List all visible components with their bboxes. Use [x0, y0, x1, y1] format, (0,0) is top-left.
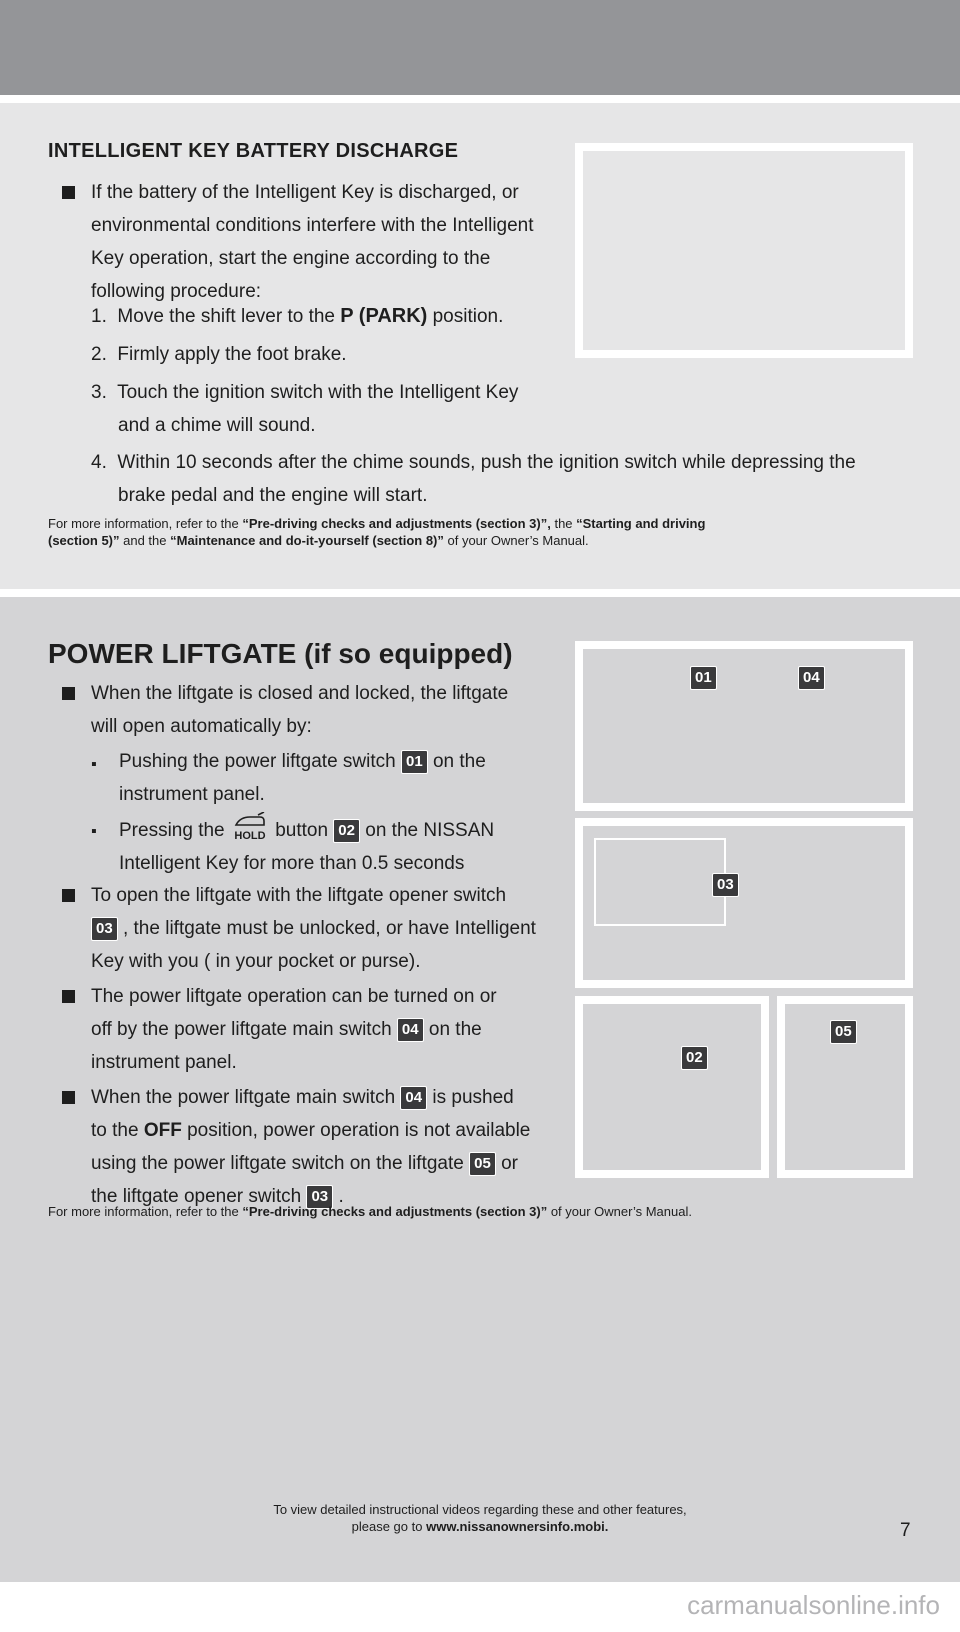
off-label: OFF: [143, 1120, 182, 1141]
step-number: 4.: [91, 452, 107, 473]
bullet-text: position, power operation is not available: [181, 1120, 531, 1141]
bullet-square: [62, 889, 75, 902]
footer-url-link[interactable]: www.nissanownersinfo.mobi.: [426, 1519, 609, 1534]
step-number: 1.: [91, 306, 107, 327]
step-text: Touch the ignition switch with the Intelligent Key: [117, 382, 519, 403]
callout-05: [830, 1020, 857, 1044]
bullet-text: off by the power liftgate main switch: [91, 1019, 392, 1040]
step-text: Firmly apply the foot brake.: [117, 344, 347, 365]
bullet-square: [62, 186, 75, 199]
step-text: position.: [427, 306, 504, 327]
badge-01: 01: [690, 666, 717, 690]
inset-photo-frame: [594, 838, 726, 926]
bullet-text: .: [338, 1186, 344, 1207]
bullet-text: on the NISSAN: [365, 820, 495, 841]
badge-04: 04: [397, 1018, 424, 1042]
callout-02: [681, 1046, 708, 1070]
manual-reference: “Pre-driving checks and adjustments (section 3)”,: [242, 516, 551, 531]
bullet-text: or: [501, 1153, 518, 1174]
liftgate-bullet-4: [91, 1081, 571, 1213]
hold-label: HOLD: [234, 830, 266, 842]
badge-05: 05: [469, 1152, 496, 1176]
photo-placeholder-key: [575, 143, 913, 358]
intro-line: Key operation, start the engine according to the: [91, 248, 491, 269]
bullet-text: The power liftgate operation can be turned on or: [91, 986, 497, 1007]
bullet-text: will open automatically by:: [91, 716, 312, 737]
bullet-text: on the: [428, 1019, 482, 1040]
note-text: For more information, refer to the: [48, 516, 243, 531]
bullet-text: to the: [91, 1120, 144, 1141]
liftgate-bullet-1: [91, 677, 571, 743]
note-text: of your Owner’s Manual.: [547, 1204, 692, 1219]
bullet-text: the liftgate opener switch: [91, 1186, 302, 1207]
bullet-text: When the liftgate is closed and locked, the liftgate: [91, 683, 509, 704]
bullet-text: on the: [432, 751, 486, 772]
badge-02: 02: [681, 1046, 708, 1070]
callout-03: [712, 873, 739, 897]
step-number: 3.: [91, 382, 107, 403]
watermark: carmanualsonline.info: [687, 1590, 940, 1620]
battery-reference-note: [48, 515, 908, 549]
step-text: and a chime will sound.: [118, 415, 316, 436]
liftgate-bullet-2: [91, 879, 571, 978]
bullet-text: Intelligent Key for more than 0.5 seconds: [119, 853, 465, 874]
bullet-text: is pushed: [432, 1087, 514, 1108]
intro-line: following procedure:: [91, 281, 262, 302]
step-1: [91, 300, 503, 333]
liftgate-bullet-3: [91, 980, 571, 1079]
sub-bullet-switch: [119, 745, 579, 811]
step-2: [91, 338, 347, 371]
intro-line: environmental conditions interfere with the Intelligent: [91, 215, 534, 236]
badge-04: 04: [798, 666, 825, 690]
footer-line: To view detailed instructional videos regarding these and other features,: [273, 1502, 687, 1517]
footer-line: please go to: [351, 1519, 427, 1534]
photo-placeholder-instrument-panel: [575, 641, 913, 811]
bullet-text: To open the liftgate with the liftgate opener switch: [91, 885, 507, 906]
note-text: and the: [119, 533, 171, 548]
bullet-text: instrument panel.: [119, 784, 265, 805]
manual-reference: “Maintenance and do-it-yourself (section 8)”: [170, 533, 444, 548]
note-text: of your Owner’s Manual.: [443, 533, 589, 548]
badge-05: 05: [830, 1020, 857, 1044]
step-bold: P (PARK): [340, 305, 428, 327]
sub-bullet-dot: ▪: [91, 756, 97, 773]
bullet-text: Pushing the power liftgate switch: [119, 751, 396, 772]
bullet-text: , the liftgate must be unlocked, or have Intelligent: [122, 918, 536, 939]
step-number: 2.: [91, 344, 107, 365]
section-title-liftgate: POWER LIFTGATE (if so equipped): [48, 638, 513, 669]
liftgate-reference-note: [48, 1203, 908, 1220]
top-gray-band: [0, 0, 960, 95]
battery-intro: [91, 176, 571, 308]
footer-text: [0, 1501, 960, 1535]
bullet-text: instrument panel.: [91, 1052, 237, 1073]
manual-reference: “Pre-driving checks and adjustments (section 3)”: [242, 1204, 548, 1219]
sub-bullet-dot: ▪: [91, 823, 97, 840]
step-text: brake pedal and the engine will start.: [118, 485, 428, 506]
bullet-text: button: [275, 820, 329, 841]
callout-04: [798, 666, 825, 690]
step-3: [91, 376, 518, 442]
bullet-text: Pressing the: [119, 820, 225, 841]
photo-placeholder-key-fob: [575, 996, 769, 1178]
step-text: Within 10 seconds after the chime sounds, push the ignition switch while depressing the: [117, 452, 856, 473]
section-title-battery: INTELLIGENT KEY BATTERY DISCHARGE: [48, 140, 459, 162]
manual-reference: “Starting and driving: [576, 516, 706, 531]
sub-bullet-keyfob: [119, 812, 579, 880]
step-text: Move the shift lever to the: [117, 306, 341, 327]
note-text: the: [550, 516, 577, 531]
bullet-square: [62, 1091, 75, 1104]
manual-reference: (section 5)”: [48, 533, 120, 548]
bullet-square: [62, 687, 75, 700]
badge-03: 03: [91, 917, 118, 941]
badge-02: 02: [333, 819, 360, 843]
page-number: 7: [900, 1520, 911, 1541]
bullet-square: [62, 990, 75, 1003]
badge-03: 03: [306, 1185, 333, 1209]
callout-01: [690, 666, 717, 690]
step-4: [91, 446, 931, 512]
note-text: For more information, refer to the: [48, 1204, 243, 1219]
bullet-text: Key with you ( in your pocket or purse).: [91, 951, 421, 972]
bullet-text: using the power liftgate switch on the liftgate: [91, 1153, 464, 1174]
badge-03: 03: [712, 873, 739, 897]
intro-line: If the battery of the Intelligent Key is discharged, or: [91, 182, 519, 203]
badge-01: 01: [401, 750, 428, 774]
bullet-text: When the power liftgate main switch: [91, 1087, 396, 1108]
hold-liftgate-icon: [230, 812, 270, 842]
badge-04: 04: [400, 1086, 427, 1110]
